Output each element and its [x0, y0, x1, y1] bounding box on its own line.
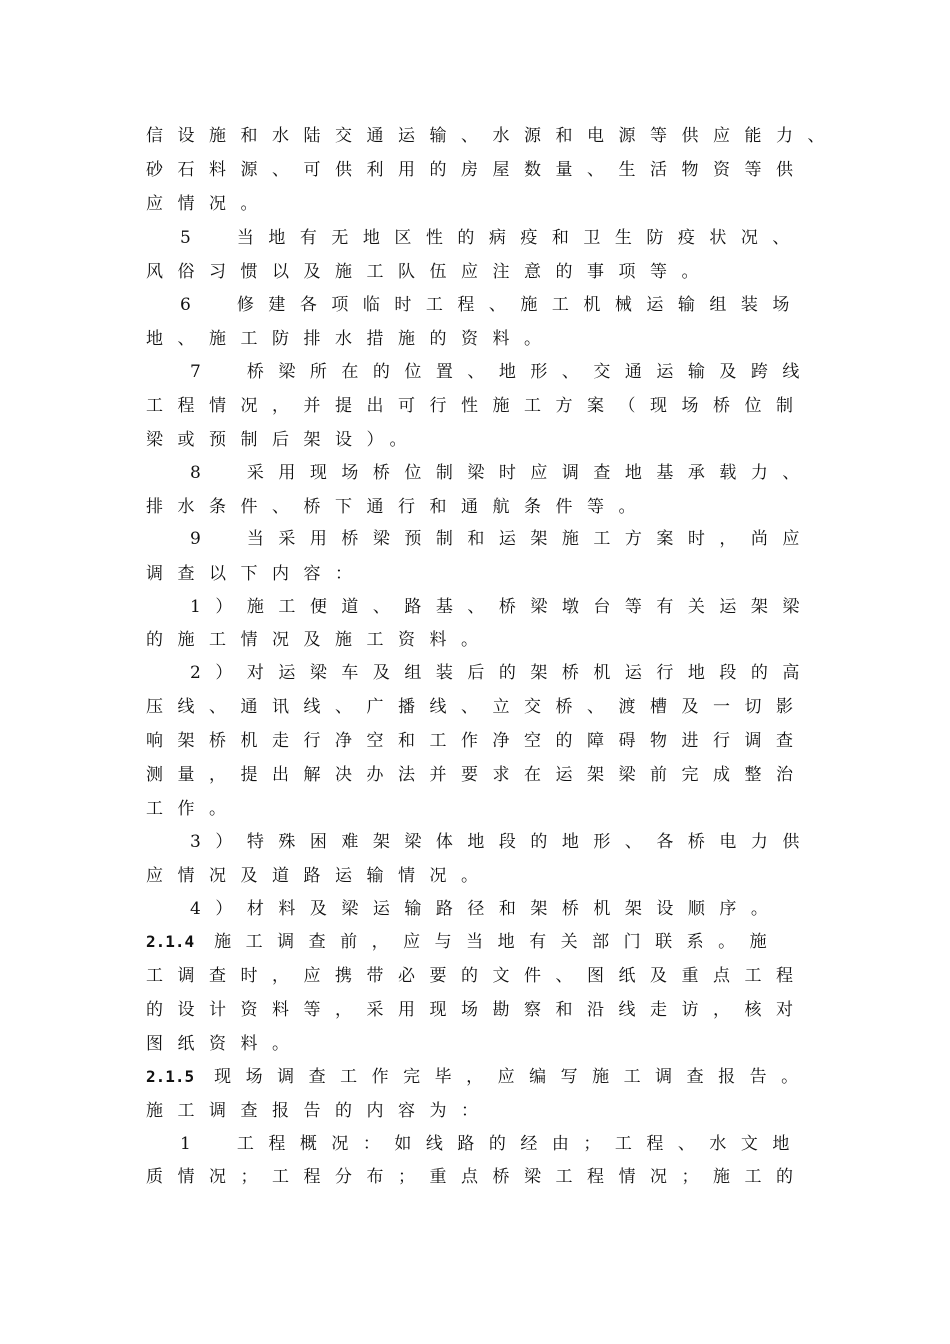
section-number: 2.1.5 — [146, 1067, 195, 1086]
text-line: 3）特殊困难架梁体地段的地形、各桥电力供 — [190, 832, 814, 852]
text-line: 6 修建各项临时工程、施工机械运输组装场 — [180, 295, 804, 315]
text-line: 1 工程概况：如线路的经由；工程、水文地 — [180, 1134, 804, 1154]
text-line: 8 采用现场桥位制梁时应调查地基承载力、 — [190, 463, 814, 483]
text-line: 工调查时，应携带必要的文件、图纸及重点工程 — [146, 966, 808, 986]
text-line: 风俗习惯以及施工队伍应注意的事项等。 — [146, 262, 713, 282]
text-line: 砂石料源、可供利用的房屋数量、生活物资等供 — [146, 160, 808, 180]
text-line: 测量，提出解决办法并要求在运架梁前完成整治 — [146, 765, 808, 785]
text-line: 应情况。 — [146, 194, 272, 214]
text-line: 排水条件、桥下通行和通航条件等。 — [146, 497, 650, 517]
text-line: 图纸资料。 — [146, 1034, 304, 1054]
text-line: 工程情况，并提出可行性施工方案（现场桥位制 — [146, 396, 808, 416]
text-line: 信设施和水陆交通运输、水源和电源等供应能力、 — [146, 126, 839, 146]
text-line: 梁或预制后架设）。 — [146, 430, 421, 450]
text-line: 的施工情况及施工资料。 — [146, 630, 493, 650]
section-2-1-4-line — [146, 932, 781, 952]
text-line: 2）对运梁车及组装后的架桥机运行地段的高 — [190, 663, 814, 683]
text-line: 应情况及道路运输情况。 — [146, 866, 493, 886]
text-line: 压线、通讯线、广播线、立交桥、渡槽及一切影 — [146, 697, 808, 717]
text-line: 1）施工便道、路基、桥梁墩台等有关运架梁 — [190, 597, 814, 617]
text-line: 响架桥机走行净空和工作净空的障碍物进行调查 — [146, 731, 808, 751]
text-line: 质情况；工程分布；重点桥梁工程情况；施工的 — [146, 1167, 808, 1187]
text-line: 调查以下内容： — [146, 564, 367, 584]
section-text: 现场调查工作完毕，应编写施工调查报告。 — [214, 1067, 813, 1087]
section-2-1-5-line — [146, 1067, 813, 1087]
text-line: 9 当采用桥梁预制和运架施工方案时，尚应 — [190, 529, 814, 549]
text-line: 施工调查报告的内容为： — [146, 1101, 493, 1121]
text-line: 的设计资料等，采用现场勘察和沿线走访，核对 — [146, 1000, 808, 1020]
text-line: 5 当地有无地区性的病疫和卫生防疫状况、 — [180, 228, 804, 248]
text-line: 7 桥梁所在的位置、地形、交通运输及跨线 — [190, 362, 814, 382]
section-number: 2.1.4 — [146, 932, 195, 951]
text-line: 工作。 — [146, 799, 241, 819]
text-line: 4）材料及梁运输路径和架桥机架设顺序。 — [190, 899, 783, 919]
text-line: 地、施工防排水措施的资料。 — [146, 329, 556, 349]
section-text: 施工调查前，应与当地有关部门联系。施 — [214, 932, 782, 952]
